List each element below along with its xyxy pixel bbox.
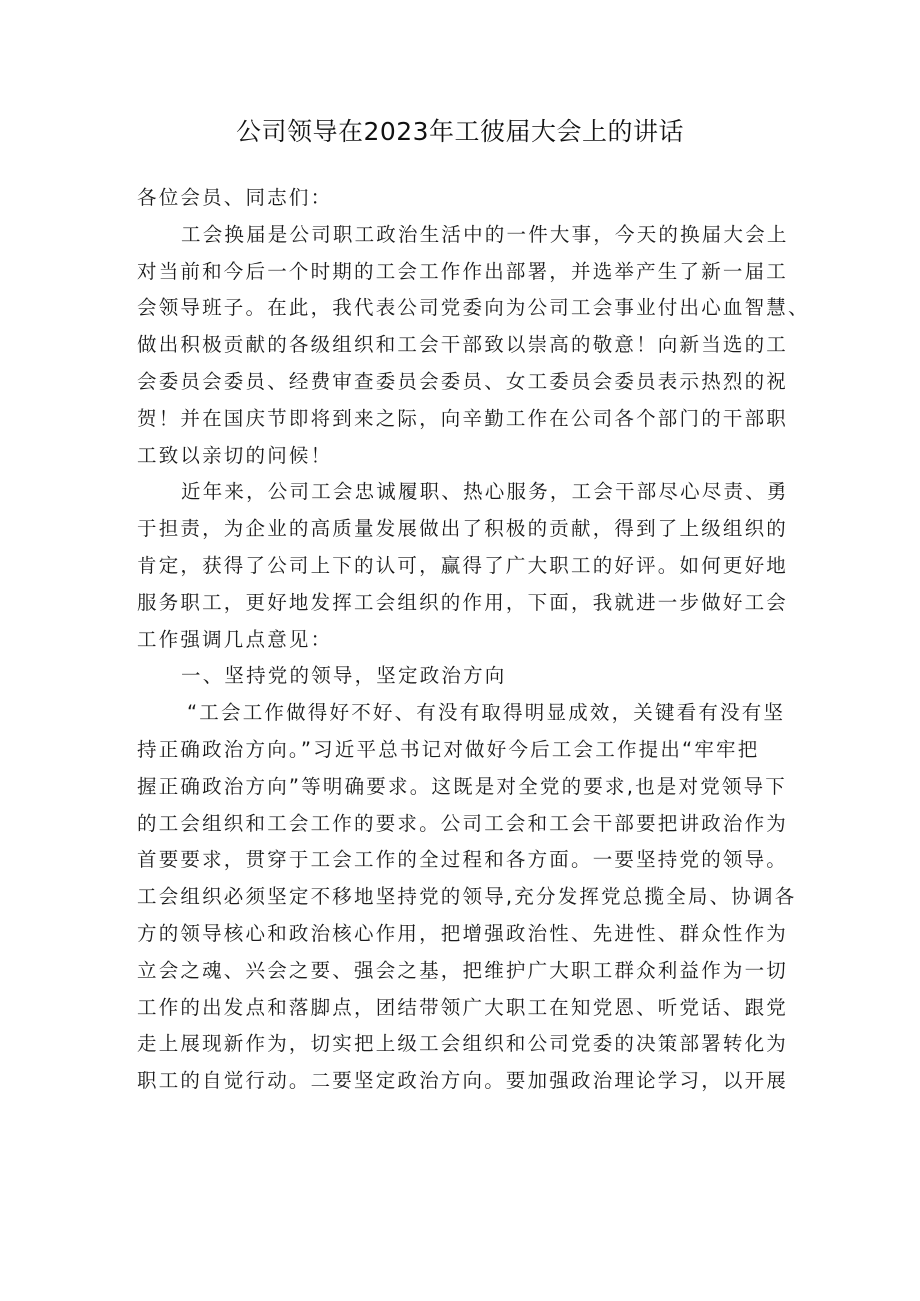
document-body [137,180,810,1100]
paragraph-line: 工作强调几点意见： [137,627,333,651]
paragraph-line: 会委员会委员、经费审查委员会委员、女工委员会委员表示热烈的祝 [137,369,789,393]
paragraph-line: 工致以亲切的问候！ [137,443,333,467]
salutation-line: 各位会员、同志们： [137,186,333,209]
paragraph-line: 服务职工，更好地发挥工会组织的作用，下面，我就进一步做好工会 [137,590,789,614]
paragraph-line: 持正确政治方向。”习近平总书记对做好今后工会工作提出“牢牢把 [137,737,760,761]
paragraph-line: 肯定，获得了公司上下的认可，赢得了广大职工的好评。如何更好地 [137,553,789,577]
paragraph-line: 于担责，为企业的高质量发展做出了积极的贡献，得到了上级组织的 [137,517,789,541]
paragraph-line: 立会之魂、兴会之要、强会之基，把维护广大职工群众利益作为一切 [137,958,789,982]
paragraph-line: 首要要求，贯穿于工会工作的全过程和各方面。一要坚持党的领导。 [137,848,789,872]
paragraph-line: 贺！并在国庆节即将到来之际，向辛勤工作在公司各个部门的干部职 [137,406,789,430]
paragraph-line: 方的领导核心和政治核心作用，把增强政治性、先进性、群众性作为 [137,921,789,945]
paragraph-line: 工会组织必须坚定不移地坚持党的领导,充分发挥党总揽全局、协调各 [137,885,797,909]
paragraph-line: 近年来，公司工会忠诚履职、热心服务，工会干部尽心尽责、勇 [181,480,789,504]
paragraph-line: 职工的自觉行动。二要坚定政治方向。要加强政治理论学习，以开展 [137,1069,789,1093]
paragraph-line: 工作的出发点和落脚点，团结带领广大职工在知党恩、听党话、跟党 [137,995,789,1019]
paragraph-line: 的工会组织和工会工作的要求。公司工会和工会干部要把讲政治作为 [137,811,789,835]
paragraph-line: 做出积极贡献的各级组织和工会干部致以崇高的敬意！向新当选的工 [137,333,789,357]
document-title: 公司领导在2023年工彼届大会上的讲话 [235,117,685,146]
paragraph-line: 走上展现新作为，切实把上级工会组织和公司党委的决策部署转化为 [137,1032,789,1056]
section-heading: 一、坚持党的领导，坚定政治方向 [181,664,507,688]
paragraph-line: 握正确政治方向”等明确要求。这既是对全党的要求,也是对党领导下 [137,774,788,798]
paragraph-line: 对当前和今后一个时期的工会工作作出部署，并选举产生了新一届工 [137,259,789,283]
paragraph-line: 会领导班子。在此，我代表公司党委向为公司工会事业付出心血智慧、 [137,296,810,320]
paragraph-line: “工会工作做得好不好、有没有取得明显成效，关键看有没有坚 [187,701,786,725]
paragraph-line: 工会换届是公司职工政治生活中的一件大事，今天的换届大会上 [181,222,789,246]
